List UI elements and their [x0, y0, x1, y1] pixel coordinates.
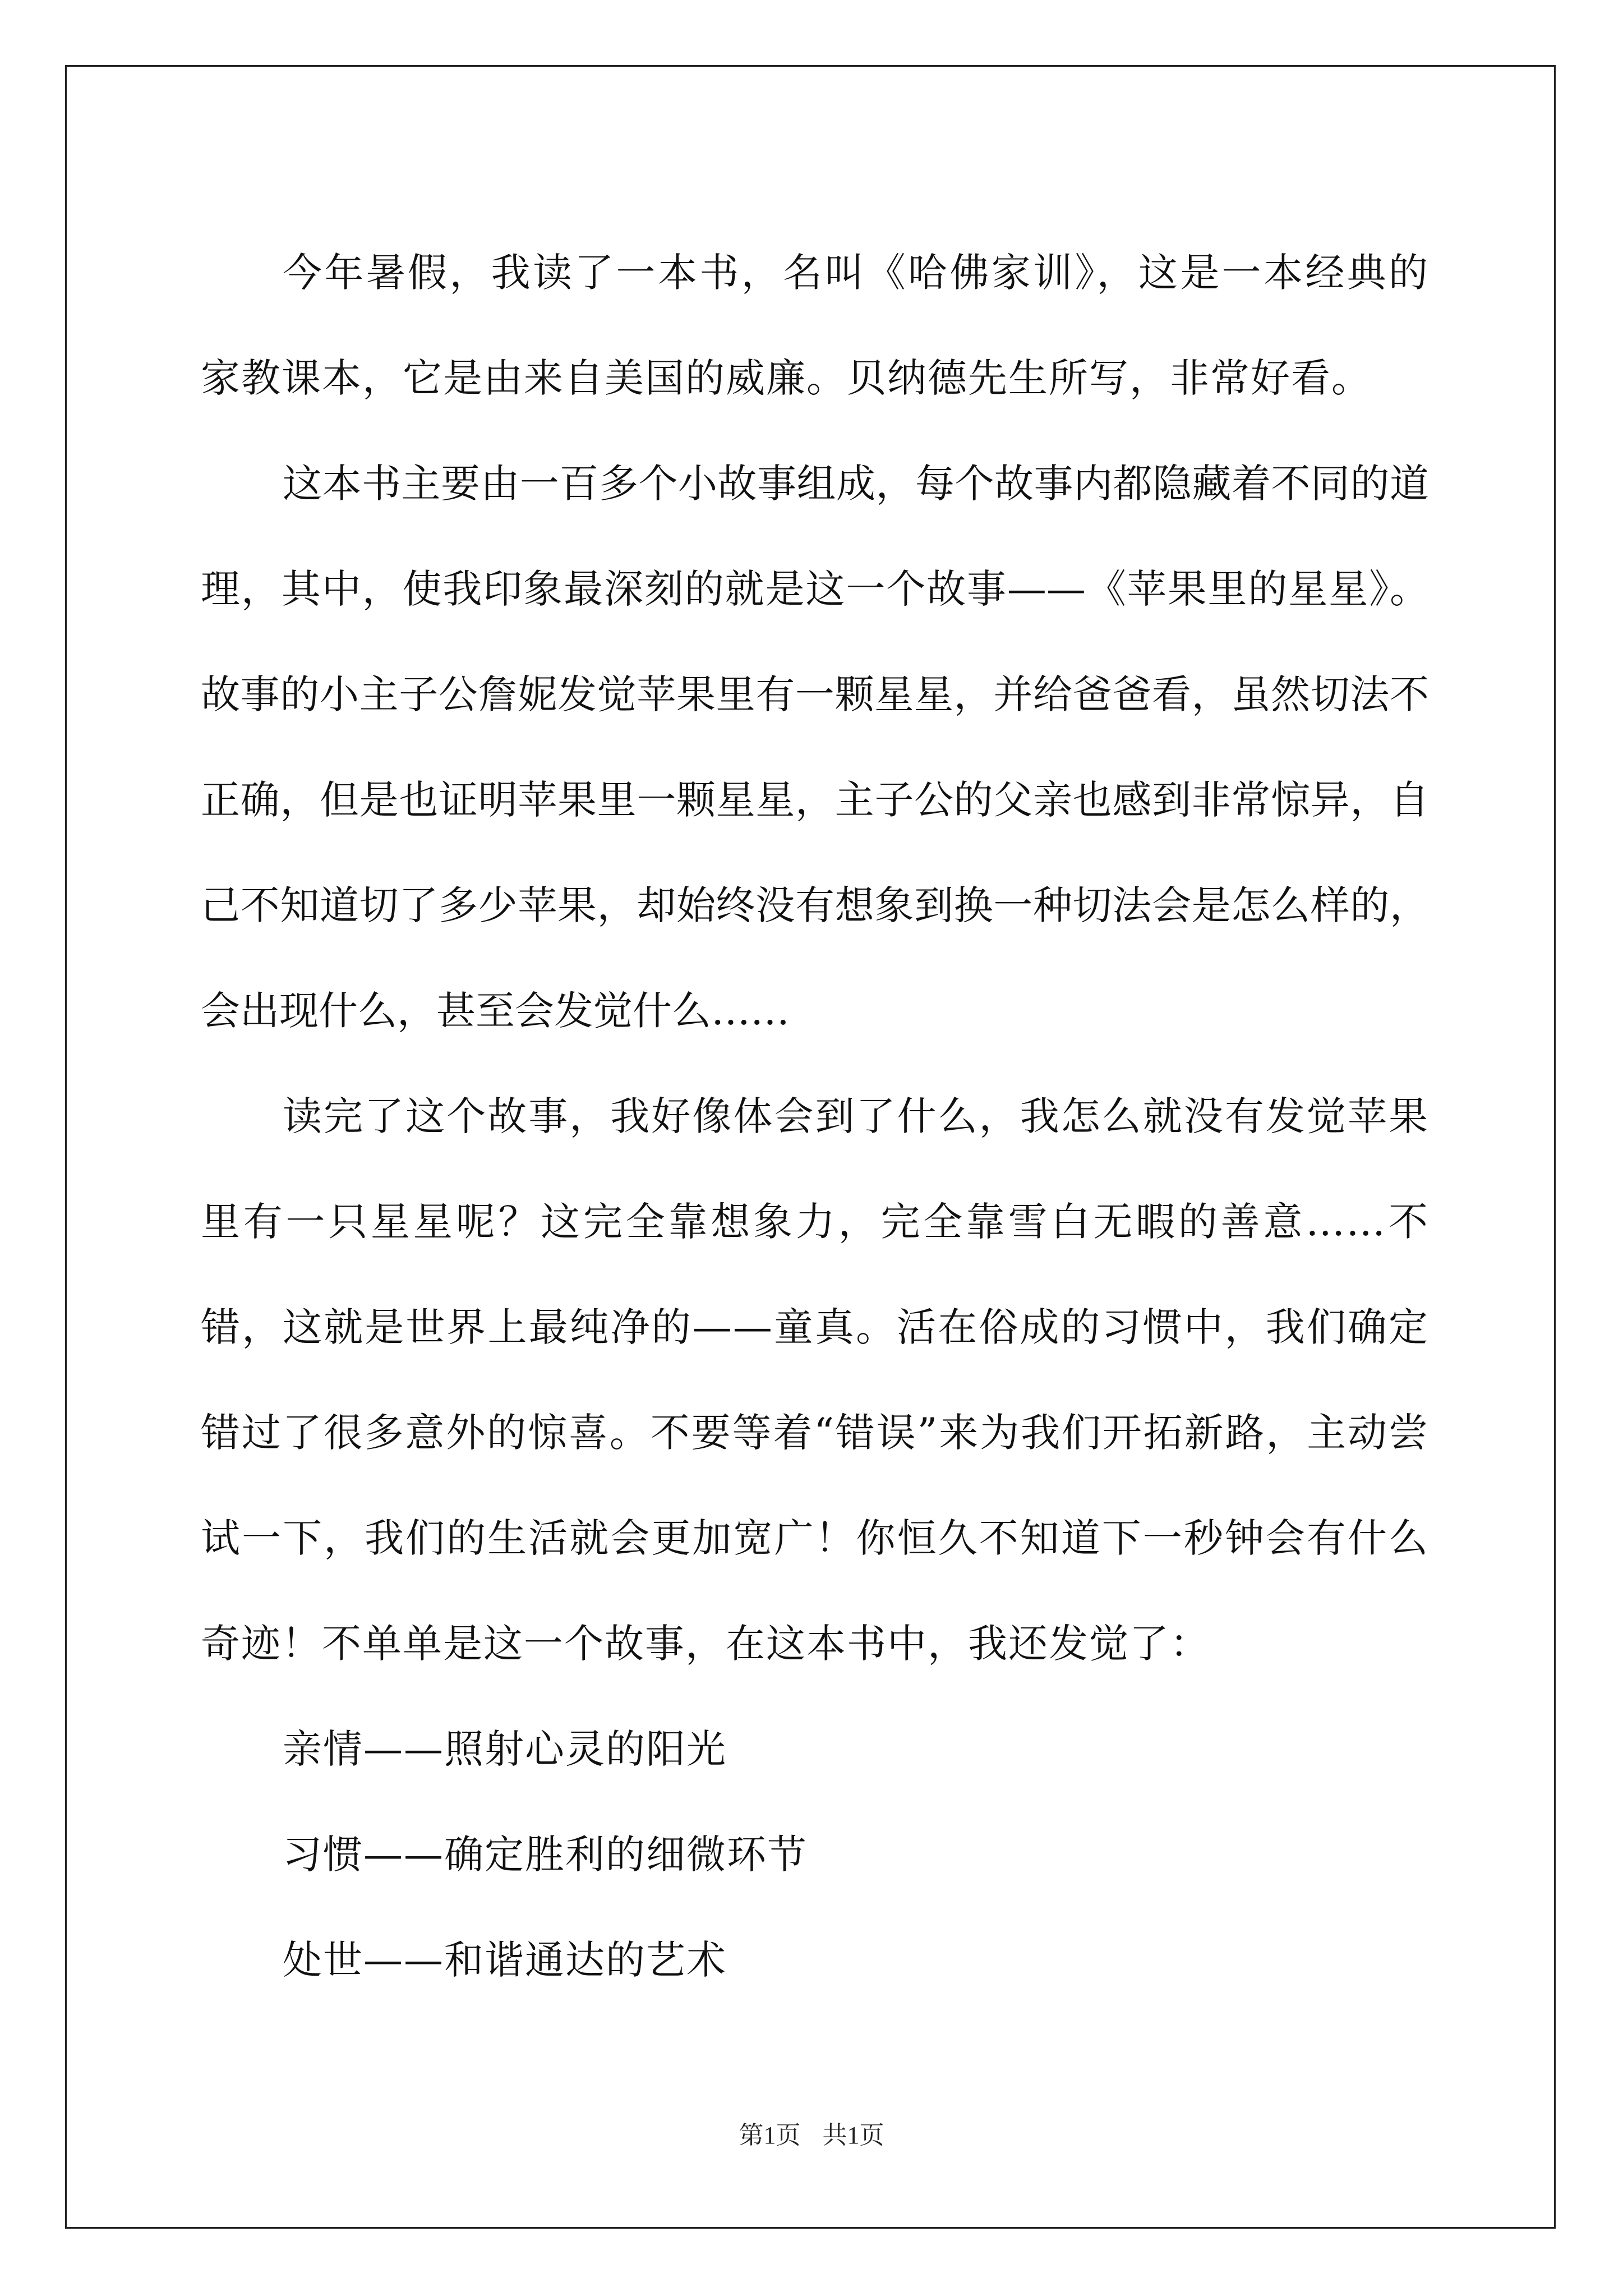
paragraph-reflection: 读完了这个故事，我好像体会到了什么，我怎么就没有发觉苹果里有一只星星呢？这完全靠想象力，完全靠雪白无暇的善意……不错，这就是世界上最纯净的——童真。活在俗成的习惯中，我们确定错过了很多意外的惊喜。不要等着“错误”来为我们开拓新路，主动尝试一下，我们的生活就会更加宽广！你恒久不知道下一秒钟会有什么奇迹！不单单是这一个故事，在这本书中，我还发觉了：: [201, 1093, 1429, 1667]
list-item-family: 亲情——照射心灵的阳光: [283, 1726, 727, 1772]
page-number-total: 共1页: [822, 2122, 884, 2149]
paragraph-story: 这本书主要由一百多个小故事组成，每个故事内都隐藏着不同的道理，其中，使我印象最深刻的就是这一个故事——《苹果里的星星》。故事的小主子公詹妮发觉苹果里有一颗星星，并给爸爸看，虽然切法不正确，但是也证明苹果里一颗星星，主子公的父亲也感到非常惊异，自己不知道切了多少苹果，却始终没有想象到换一种切法会是怎么样的，会出现什么，甚至会发觉什么……: [201, 461, 1429, 1034]
document-body: [201, 220, 1429, 2013]
page-footer: [0, 2115, 1623, 2151]
page-number-current: 第1页: [739, 2122, 801, 2149]
list-item-habit: 习惯——确定胜利的细微环节: [283, 1832, 808, 1878]
paragraph-intro: 今年暑假，我读了一本书，名叫《哈佛家训》，这是一本经典的家教课本，它是由来自美国的威廉。贝纳德先生所写，非常好看。: [201, 250, 1429, 401]
list-item-conduct: 处世——和谐通达的艺术: [283, 1937, 727, 1983]
